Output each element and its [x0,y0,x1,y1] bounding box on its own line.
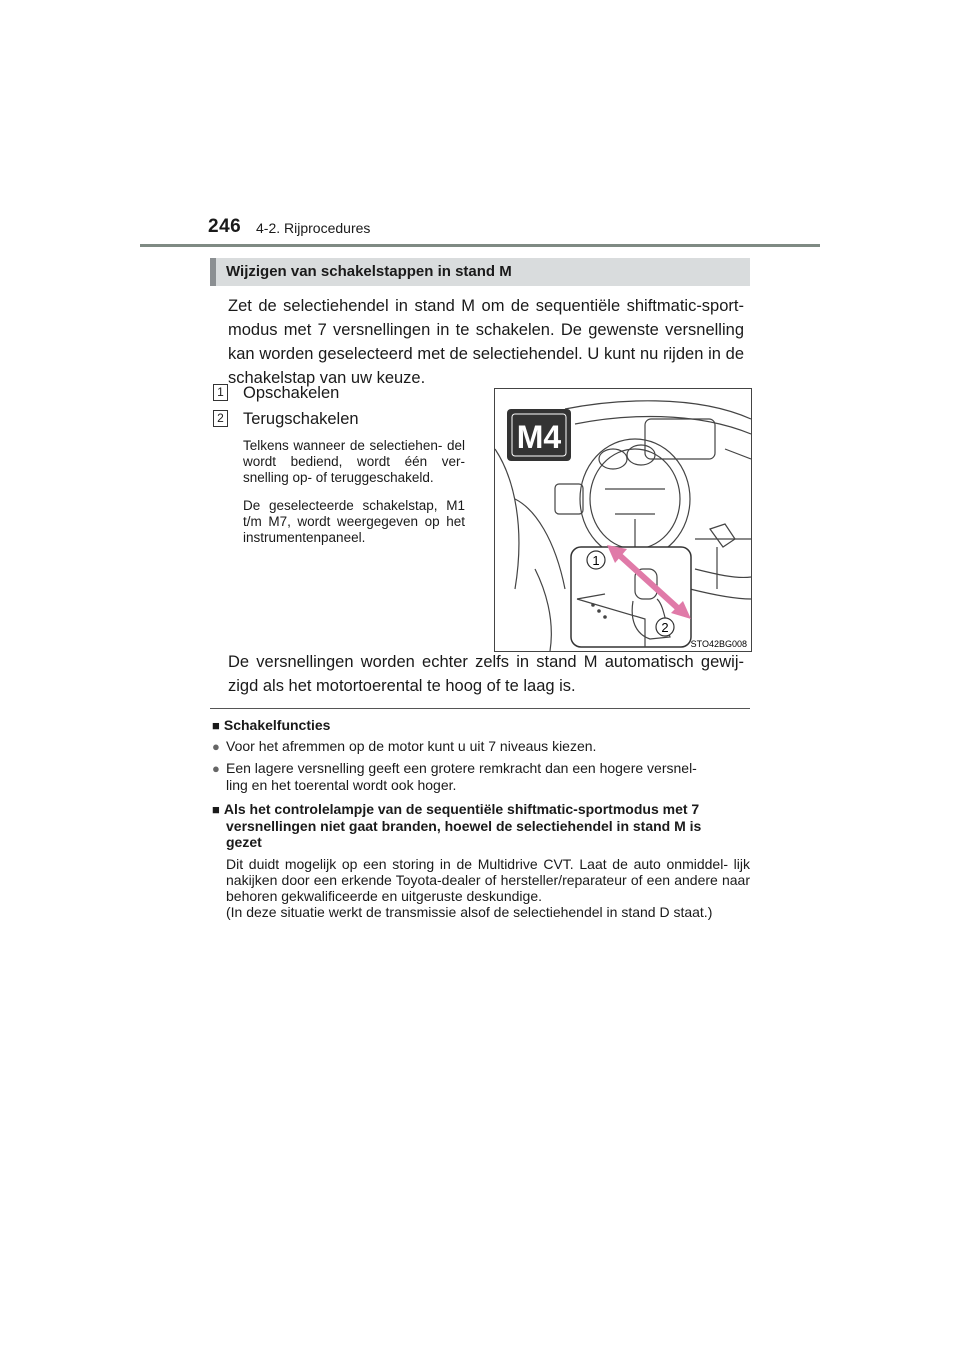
chapter-label: 4-2. Rijprocedures [256,220,371,236]
page-number: 246 [208,216,242,237]
bullet-item [212,760,750,793]
callout-2-label: 2 [661,620,669,635]
bullet-item [212,738,750,755]
outro-paragraph: De versnellingen worden echter zelfs in stand M automatisch gewij- zigd als het motortoerental te hoog of te laag is. [228,653,744,695]
subsection-indicator-warning [212,801,750,850]
step-number-1: 1 [213,384,228,401]
shift-lever-illustration [494,388,752,652]
subsection-shift-functions [212,717,750,734]
subsection-body-note: (In deze situatie werkt de transmissie alsof de selectiehendel in stand D staat.) [226,904,713,920]
note-displayed-gear: De geselecteerde schakelstap, M1 t/m M7, wordt weergegeven op het instrumentenpaneel. [243,498,465,545]
section-divider [210,708,750,709]
intro-paragraph: Zet de selectiehendel in stand M om de sequentiële shiftmatic-sport- modus met 7 versnellingen in te schakelen. De gewenste versnelling kan worden geselecteerd met de selectiehendel. U kunt nu rijden in de schakelstap van uw keuze. [228,297,744,387]
square-bullet-icon: ■ [212,802,220,817]
step-number-2: 2 [213,410,228,427]
callout-1-label: 1 [592,553,600,568]
bullet-text-continued: ling en het toerental wordt ook hoger. [226,777,457,793]
note-each-operation: Telkens wanneer de selectiehen- del wordt bediend, wordt één ver- snelling op- of teruggeschakeld. [243,438,465,485]
subsection-body-text: Dit duidt mogelijk op een storing in de Multidrive CVT. Laat de auto onmiddel- lijk nakijken door een erkende Toyota-dealer of hersteller/reparateur of een andere naar behoren gekwalificeerde en uitgeruste deskundige. [226,856,750,904]
subsection-title-line1: Als het controlelampje van de sequentiële shiftmatic-sportmodus met 7 [223,801,700,817]
subsection-title-line3: gezet [226,834,262,850]
heading-accent [210,258,216,286]
section-title: Wijzigen van schakelstappen in stand M [226,263,512,280]
section-heading-bar [210,258,750,286]
header-rule [140,244,820,247]
subsection-body [226,856,750,920]
subsection-title-line2: versnellingen niet gaat branden, hoewel de selectiehendel in stand M is [226,818,702,834]
circle-bullet-icon: ● [212,761,220,776]
step-label-downshift: Terugschakelen [243,410,359,428]
illustration-code: STO42BG008 [690,639,747,649]
subsection-title: Schakelfuncties [223,717,331,733]
m4-badge-label: M4 [516,419,562,455]
square-bullet-icon: ■ [212,718,220,733]
step-label-upshift: Opschakelen [243,384,340,402]
bullet-text: Een lagere versnelling geeft een grotere remkracht dan een hogere versnel- [226,760,697,776]
circle-bullet-icon: ● [212,739,220,754]
bullet-text: Voor het afremmen op de motor kunt u uit 7 niveaus kiezen. [226,738,597,754]
illustration-svg [495,389,751,651]
